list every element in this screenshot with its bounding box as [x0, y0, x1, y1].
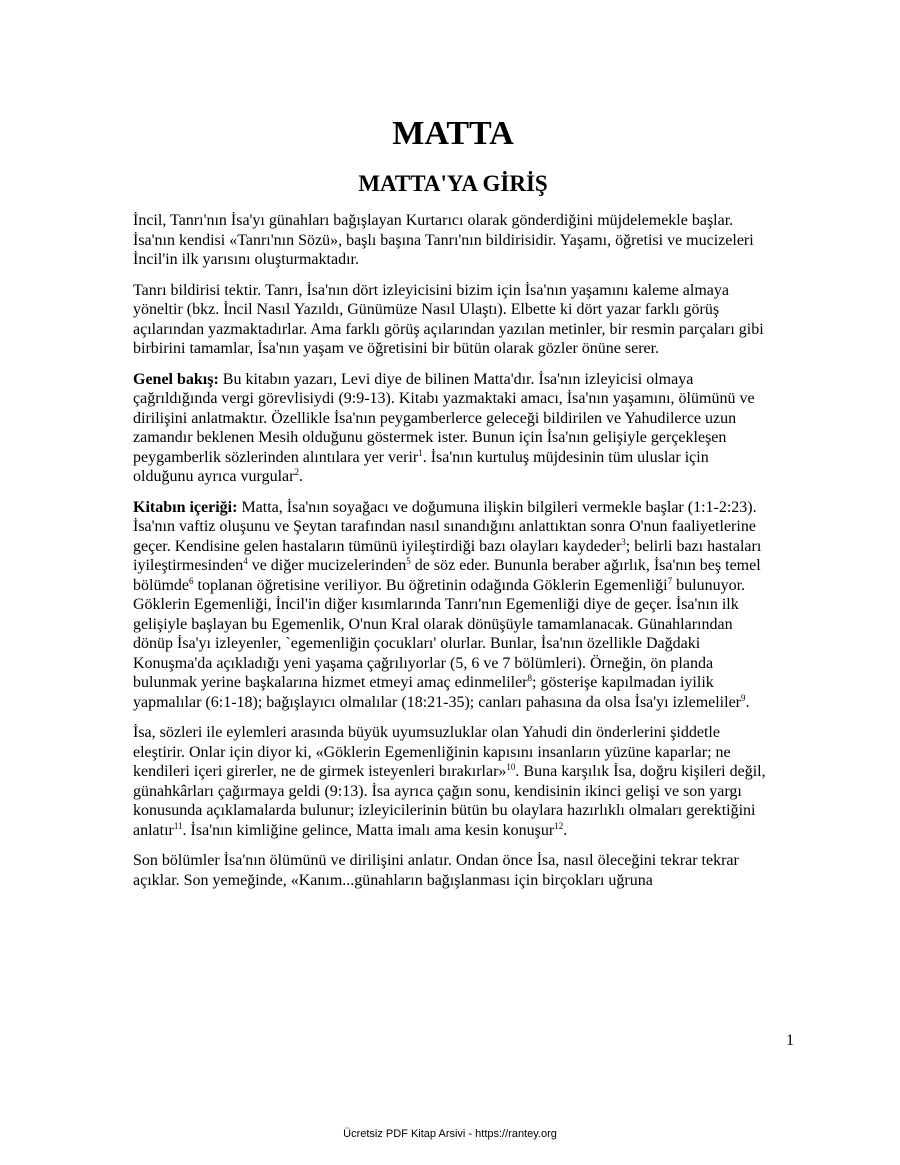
contents-text: de söz eder. Bununla beraber ağırlık, İsa'nın beş temel bölümde [133, 557, 761, 594]
body-text [133, 211, 773, 901]
paragraph-final: Son bölümler İsa'nın ölümünü ve dirilişini anlatır. Ondan önce İsa, nasıl öleceğini tekrar tekrar açıklar. Son yemeğinde, «Kanım...günahların bağışlanması için birçokları uğruna [133, 852, 739, 889]
footnote-ref: 8 [527, 673, 533, 683]
footnote-ref: 4 [243, 556, 248, 566]
contents-text: ; gösterişe kapılmadan iyilik yapmalılar (6:1-18); bağışlayıcı olmalılar (18:21-35); canları pahasına da olsa İsa'yı izlemeliler [133, 674, 741, 711]
paragraph-intro: İncil, Tanrı'nın İsa'yı günahları bağışlayan Kurtarıcı olarak gönderdiğini müjdelemekle başlar. İsa'nın kendisi «Tanrı'nın Sözü», başlı başına Tanrı'nın bildirisidir. Yaşamı, öğretisi ve mucizeleri İncil'in ilk yarısını oluşturmaktadır. [133, 212, 754, 268]
contents-text: toplanan öğretisine veriliyor. Bu öğretinin odağında Göklerin Egemenliği [193, 576, 668, 594]
contents-text: bulunuyor. Göklerin Egemenliği, İncil'in diğer kısımlarında Tanrı'nın Egemenliği diye de geçer. İsa'nın ilk gelişiyle başlayan bu Egemenlik, O'nun Kral olarak dönüşüyle tamamlanacak. Günahlarından dönüp İsa'yı izleyenler, `egemenliğin çocukları' olurlar. Bunlar, İsa'nın özellikle Dağdaki Konuşma'da açıkladığı yeni yaşama çağrılıyorlar (5, 6 ve 7 bölümleri). Örneğin, ön planda bulunmak yerine başkalarına hizmet etmeyi amaç edinmeliler [133, 576, 746, 691]
contents-text: Matta, İsa'nın soyağacı ve doğumuna ilişkin bilgileri vermekle başlar (1:1-2:23). İsa'nın vaftiz oluşunu ve Şeytan tarafından nasıl sınandığını anlattıktan sonra O'nun faaliyetlerine geçer. Kendisine gelen hastaların tümünü iyileştirdiği bazı olayları kaydeder [133, 498, 757, 555]
paragraph-message: Tanrı bildirisi tektir. Tanrı, İsa'nın dört izleyicisini bizim için İsa'nın yaşamını kaleme almaya yöneltir (bkz. İncil Nasıl Yazıldı, Günümüze Nasıl Ulaştı). Elbette ki dört yazar farklı görüş açılarından yazmaktadırlar. Ama farklı görüş açılarından yazılan metinler, bir resmin parçaları gibi birbirini tamamlar, İsa'nın yaşam ve öğretisini bir bütün olarak gözler önüne serer. [133, 281, 764, 357]
paragraph-criticism [133, 723, 773, 840]
contents-lead: Kitabın içeriği: [133, 498, 238, 516]
contents-text: ve diğer mucizelerinden [247, 557, 407, 574]
page-number: 1 [786, 1032, 794, 1049]
footnote-ref: 6 [189, 575, 194, 586]
criticism-text: . Buna karşılık İsa, doğru kişileri değil, günahkârları çağırmaya geldi (9:13). İsa ayrıca çağın sonu, kendisinin ikinci gelişi ve son yargı konusunda açıklamalarda bulunur; izleyicilerinin bütün bu olaylara hazırlıklı olmaları gerektiğini anlatır [133, 763, 766, 839]
section-heading: MATTA'YA GİRİŞ [358, 171, 548, 196]
footnote-ref: 2 [294, 467, 299, 477]
overview-text: Bu kitabın yazarı, Levi diye de bilinen Matta'dır. İsa'nın izleyicisi olmaya çağrıldığında vergi görevlisiydi (9:9-13). Kitabı yazmaktaki amacı, İsa'nın yaşamını, ölümünü ve dirilişini anlatmaktır. Özellikle İsa'nın peygamberlerce geleceği bildirilen ve Yahudilerce uzun zamandır beklenen Mesih olduğunu göstermek ister. Bunun için İsa'nın gelişiyle gerçekleşen peygamberlik sözlerinden alıntılara yer verir [133, 370, 755, 466]
footnote-ref: 12 [554, 820, 564, 831]
overview-text: . [298, 468, 303, 485]
footer-text: Ücretsiz PDF Kitap Arsivi - https://rantey.org [343, 1128, 557, 1140]
criticism-text: İsa, sözleri ile eylemleri arasında büyük uyumsuzluklar olan Yahudi din önderlerini şiddetle eleştirir. Onlar için diyor ki, «Göklerin Egemenliğinin kapısını insanların yüzüne kaparlar; ne kendileri içeri girerler, ne de girmek isteyenleri bırakırlar» [133, 724, 731, 780]
footnote-ref: 3 [621, 536, 626, 547]
contents-text: . [745, 693, 750, 711]
footnote-ref: 7 [667, 575, 673, 586]
footnote-ref: 5 [406, 556, 411, 566]
page-title: MATTA [392, 115, 514, 152]
criticism-text: . İsa'nın kimliğine gelince, Matta imalı ama kesin konuşur [182, 821, 555, 839]
footnote-ref: 10 [506, 762, 516, 772]
footnote-ref: 11 [173, 820, 183, 831]
paragraph-contents [133, 498, 773, 713]
footnote-ref: 1 [418, 447, 423, 458]
contents-text: ; belirli bazı hastaları iyileştirmesinden [133, 537, 762, 574]
criticism-text: . [563, 821, 568, 839]
overview-lead: Genel bakış: [133, 370, 219, 388]
paragraph-overview [133, 370, 773, 487]
footnote-ref: 9 [741, 692, 746, 703]
overview-text: . İsa'nın kurtuluş müjdesinin tüm uluslar için olduğunu ayrıca vurgular [133, 448, 709, 485]
